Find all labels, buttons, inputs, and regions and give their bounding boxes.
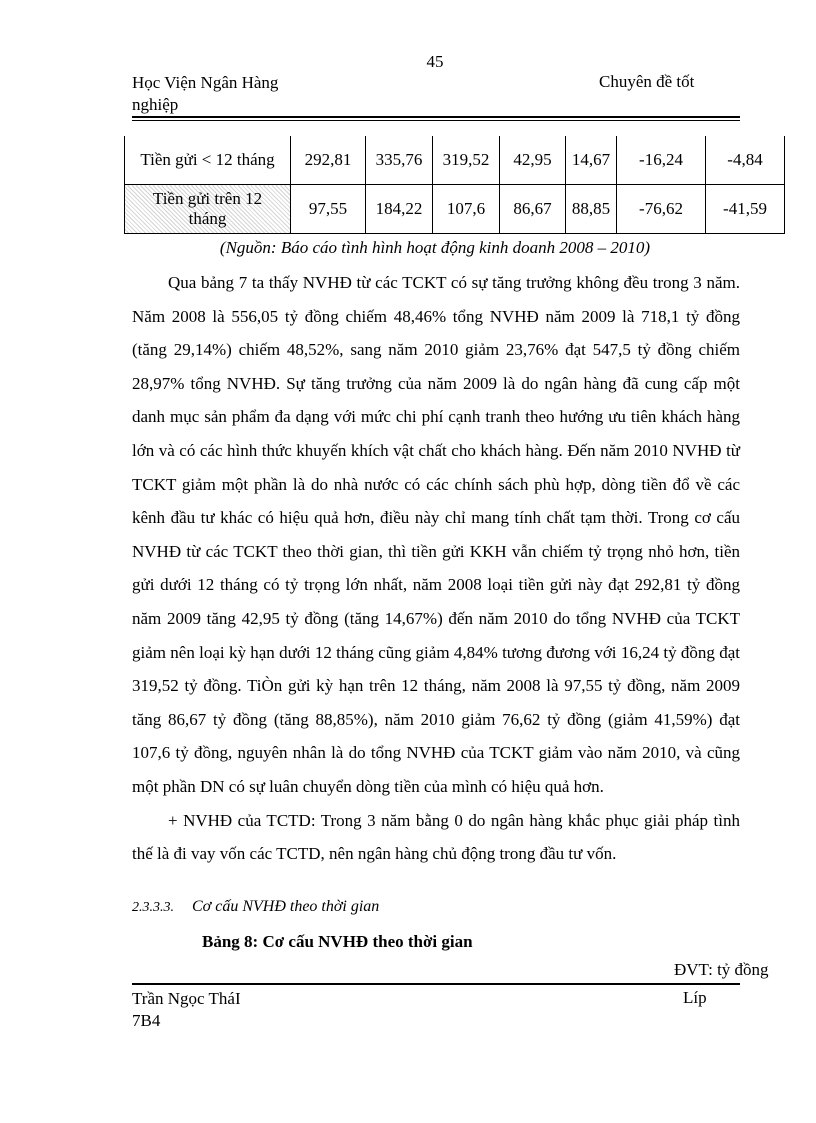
header-wrap: nghiệp <box>132 95 179 114</box>
table-cell: 42,95 <box>500 136 566 185</box>
header-left <box>132 72 278 116</box>
section-title: Cơ cấu NVHĐ theo thời gian <box>192 898 380 915</box>
section-heading <box>132 898 379 916</box>
table-cell: -76,62 <box>617 185 706 234</box>
table-cell: 335,76 <box>366 136 433 185</box>
table-cell: -4,84 <box>706 136 785 185</box>
paragraph: Qua bảng 7 ta thấy NVHĐ từ các TCKT có sự tăng trưởng không đều trong 3 năm. Năm 2008 là 556,05 tỷ đồng chiếm 48,46% tổng NVHĐ năm 2009 là 718,1 tỷ đồng (tăng 29,14%) chiếm 48,52%, sang năm 2010 giảm 23,76% đạt 547,5 tỷ đồng chiếm 28,97% tổng NVHĐ. Sự tăng trưởng của năm 2009 là do ngân hàng đã cung cấp một danh mục sản phẩm đa dạng với mức chi phí cạnh tranh theo hướng ưu tiên khách hàng lớn và có các hình thức khuyến khích vật chất cho khách hàng. Đến năm 2010 NVHĐ từ TCKT giảm một phần là do nhà nước có các chính sách phù hợp, dòng tiền đổ về các kênh đầu tư khác có hiệu quả hơn, điều này chỉ mang tính chất tạm thời. Trong cơ cấu NVHĐ từ các TCKT theo thời gian, thì tiền gửi KKH vẫn chiếm tỷ trọng nhỏ hơn, tiền gửi dưới 12 tháng có tỷ trọng lớn nhất, năm 2008 loại tiền gửi này đạt 292,81 tỷ đồng năm 2009 tăng 42,95 tỷ đồng (tăng 14,67%) đến năm 2010 do tổng NVHĐ của TCKT giảm nên loại kỳ hạn dưới 12 tháng cũng giảm 4,84% tương đương với 16,24 tỷ đồng đạt 319,52 tỷ đồng. TiÒn gửi kỳ hạn trên 12 tháng, năm 2008 là 97,55 tỷ đồng, năm 2009 tăng 86,67 tỷ đồng (tăng 88,85%), năm 2010 giảm 76,62 tỷ đồng (giảm 41,59%) đạt 107,6 tỷ đồng, nguyên nhân là do tổng NVHĐ của TCKT giảm vào năm 2010, và cũng một phần DN có sự luân chuyển dòng tiền của mình có hiệu quả hơn. <box>132 273 740 796</box>
footer-rule <box>132 983 740 985</box>
footer-left <box>132 988 241 1032</box>
table-cell: 292,81 <box>291 136 366 185</box>
header-rule <box>132 116 740 118</box>
deposit-table <box>124 136 785 234</box>
header-institution: Học Viện Ngân Hàng <box>132 73 279 92</box>
footer-class: 7B4 <box>132 1011 161 1030</box>
table-cell: 319,52 <box>433 136 500 185</box>
table-source: (Nguồn: Báo cáo tình hình hoạt động kinh doanh 2008 – 2010) <box>219 238 651 257</box>
header-right: Chuyên đề tốt <box>599 72 695 91</box>
row-label-line: Tiền gửi trên 12 <box>152 189 263 208</box>
table-title: Bảng 8: Cơ cấu NVHĐ theo thời gian <box>202 932 473 951</box>
table-row <box>125 136 785 185</box>
row-label <box>125 185 291 234</box>
row-label: Tiền gửi < 12 tháng <box>125 136 291 185</box>
table-cell: 86,67 <box>500 185 566 234</box>
section-number: 2.3.3.3. <box>132 900 174 915</box>
table-cell: 14,67 <box>566 136 617 185</box>
table-cell: 107,6 <box>433 185 500 234</box>
table-row <box>125 185 785 234</box>
row-label-line: tháng <box>188 209 227 228</box>
header-rule-thin <box>132 120 740 121</box>
table-cell: -41,59 <box>706 185 785 234</box>
unit-label: ĐVT: tỷ đồng <box>674 960 769 979</box>
footer-right: Líp <box>683 988 707 1007</box>
page-number: 45 <box>426 52 444 71</box>
table-cell: 97,55 <box>291 185 366 234</box>
table-cell: 88,85 <box>566 185 617 234</box>
paragraph: + NVHĐ của TCTD: Trong 3 năm bằng 0 do ngân hàng khắc phục giải pháp tình thế là đi vay vốn các TCTD, nên ngân hàng chủ động trong đầu tư vốn. <box>132 810 740 864</box>
table-cell: 184,22 <box>366 185 433 234</box>
body-text <box>132 266 740 871</box>
table-cell: -16,24 <box>617 136 706 185</box>
footer-author: Trần Ngọc TháI <box>132 989 241 1008</box>
